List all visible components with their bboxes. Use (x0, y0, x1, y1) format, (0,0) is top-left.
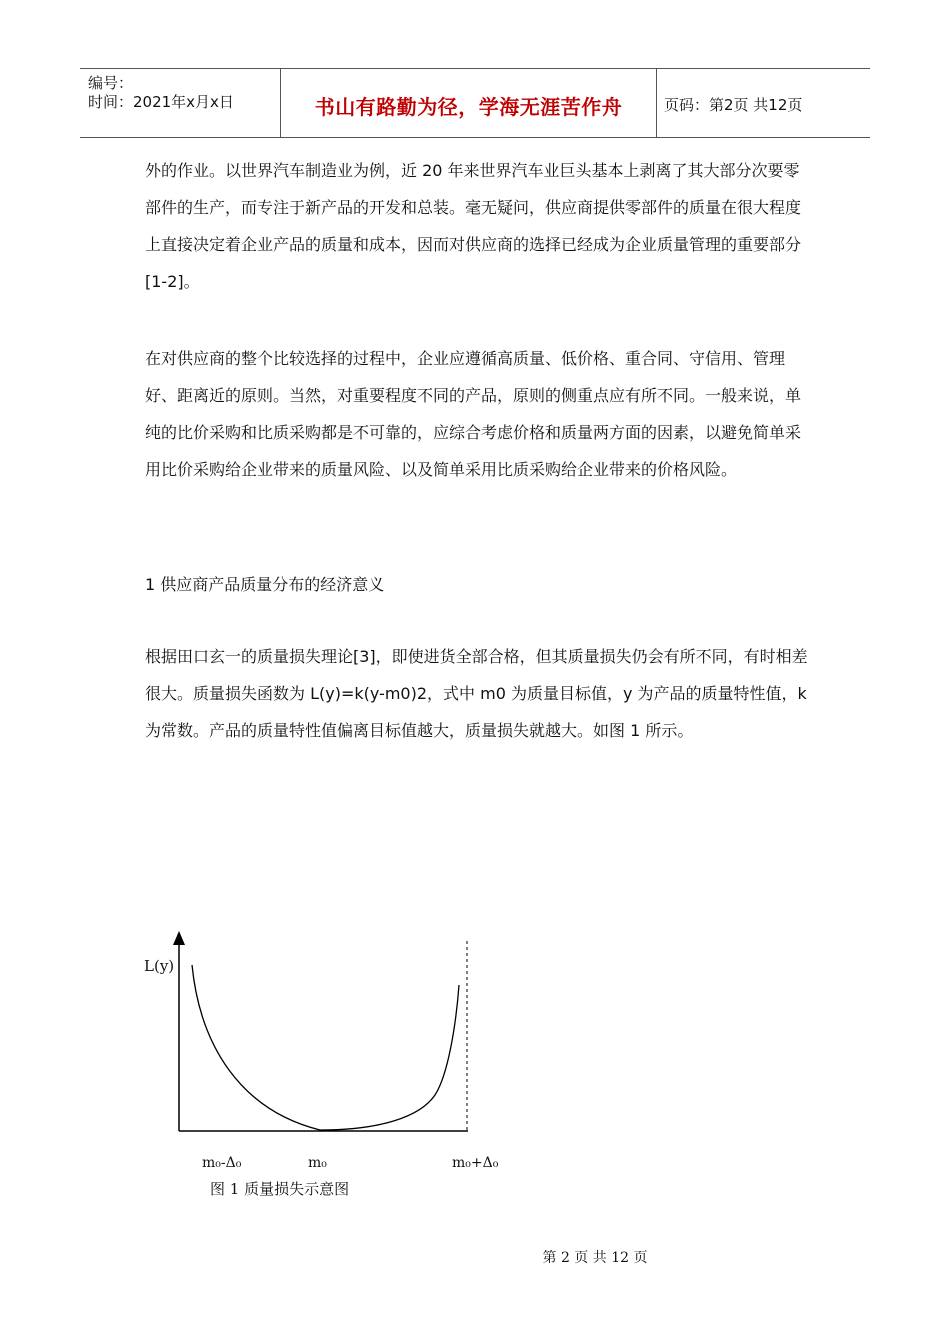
body-paragraph-1: 外的作业。以世界汽车制造业为例，近 20 年来世界汽车业巨头基本上剥离了其大部分次要零部件的生产，而专注于新产品的开发和总装。毫无疑问，供应商提供零部件的质量在很大程度上直接决定着企业产品的质量和成本，因而对供应商的选择已经成为企业质量管理的重要部分[1-2]。 (145, 161, 802, 291)
header-page-cell (656, 69, 870, 137)
header-number: 编号： (88, 74, 134, 92)
y-axis-arrow (173, 931, 185, 945)
header-motto: 书山有路勤为径，学海无涯苦作舟 (314, 95, 623, 119)
figure-caption: 图 1 质量损失示意图 (210, 1180, 350, 1198)
header-time: 时间：2021年x月x日 (88, 93, 234, 111)
section-heading: 1 供应商产品质量分布的经济意义 (145, 575, 385, 594)
body-paragraph-3: 根据田口玄一的质量损失理论[3]，即使进货全部合格，但其质量损失仍会有所不同，有时相差很大。质量损失函数为 L(y)=k(y-m0)2，式中 m0 为质量目标值，y 为产品的质量特性值，k 为常数。产品的质量特性值偏离目标值越大，质量损失就越大。如图 1 所示。 (145, 647, 808, 740)
header-meta-cell (80, 69, 280, 137)
body-paragraph-2: 在对供应商的整个比较选择的过程中，企业应遵循高质量、低价格、重合同、守信用、管理好、距离近的原则。当然，对重要程度不同的产品，原则的侧重点应有所不同。一般来说，单纯的比价采购和比质采购都是不可靠的，应综合考虑价格和质量两方面的因素，以避免简单采用比价采购给企业带来的质量风险、以及简单采用比质采购给企业带来的价格风险。 (145, 349, 802, 479)
loss-curve (192, 965, 459, 1130)
x-label-upper: m₀+Δ₀ (452, 1155, 499, 1171)
y-axis-label: L(y) (144, 957, 175, 975)
header-page-number: 页码：第2页 共12页 (664, 96, 803, 114)
x-label-target: m₀ (308, 1155, 327, 1171)
quality-loss-diagram (130, 925, 550, 1215)
page-header (80, 68, 870, 138)
page-footer: 第 2 页 共 12 页 (542, 1250, 648, 1266)
header-motto-cell (280, 69, 657, 137)
quality-loss-figure (130, 925, 550, 1215)
x-label-lower: m₀-Δ₀ (202, 1155, 242, 1171)
